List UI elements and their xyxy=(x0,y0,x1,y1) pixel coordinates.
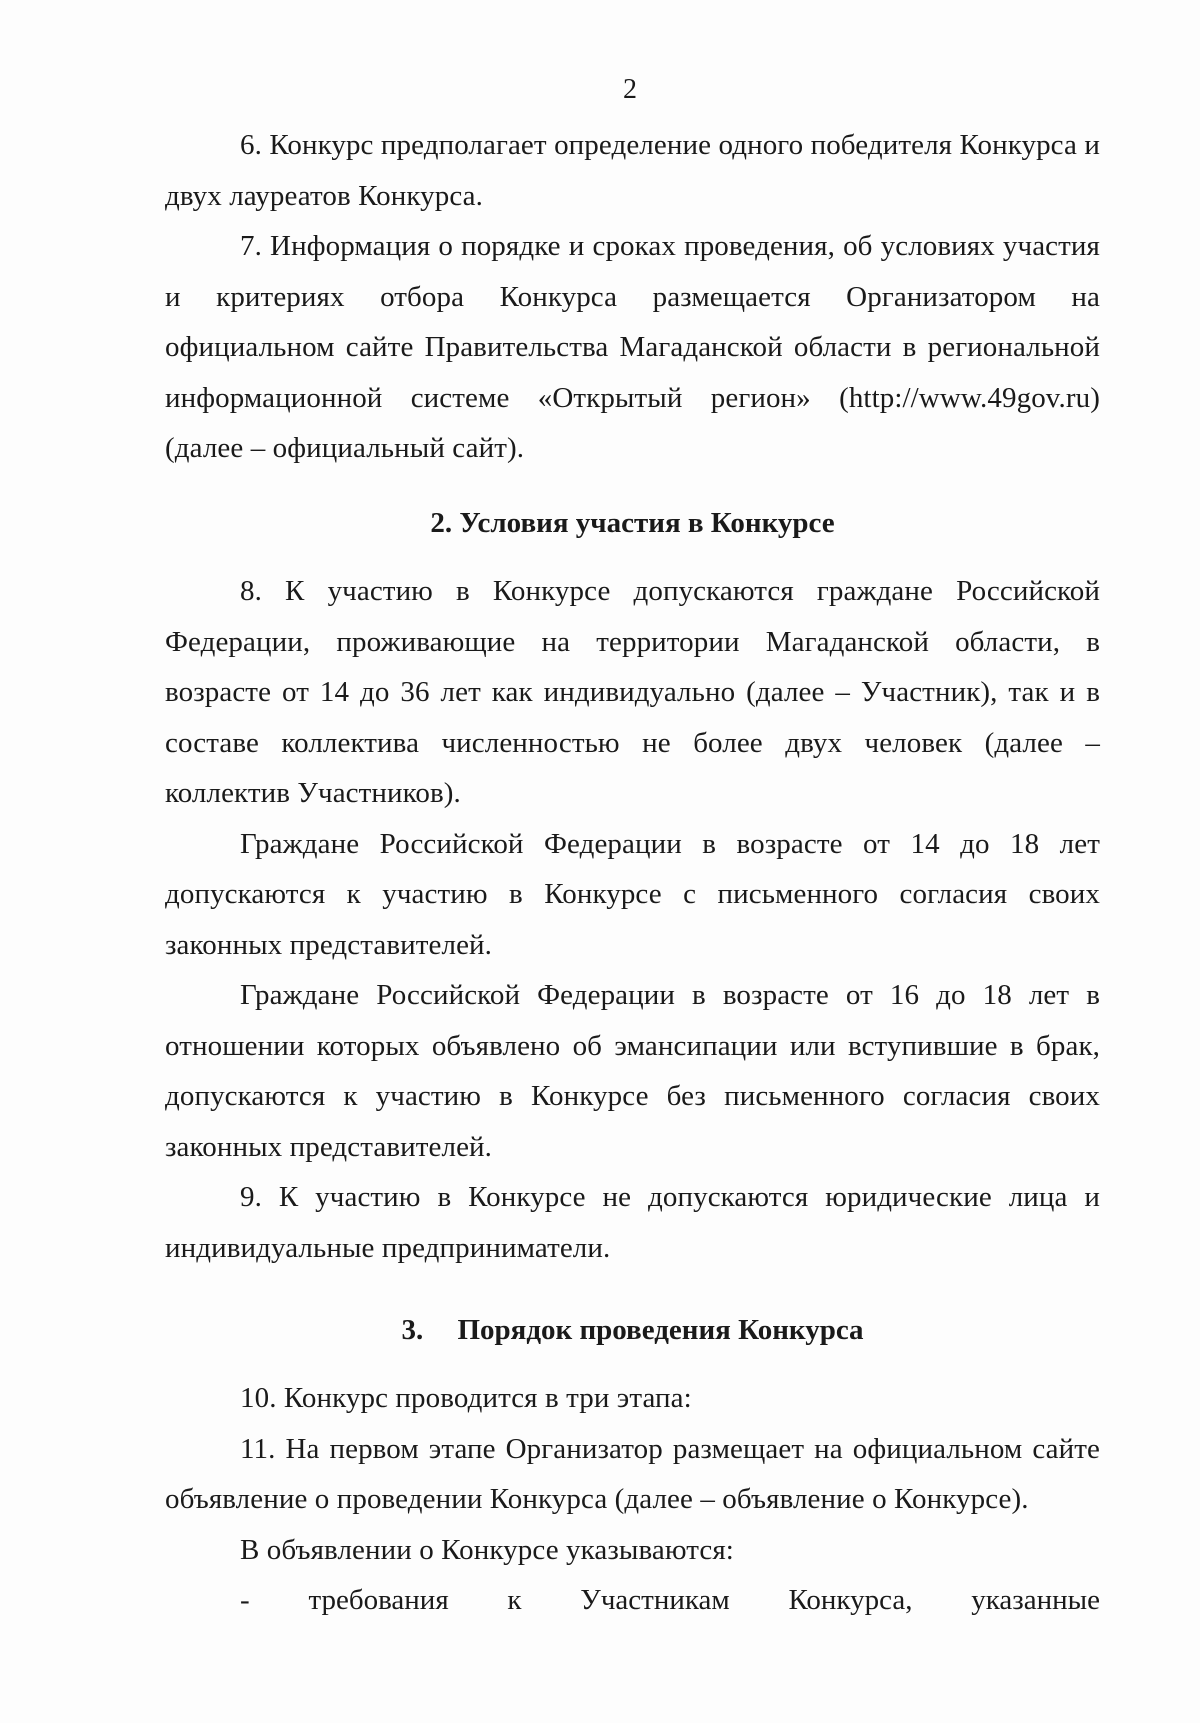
section-3-heading-block xyxy=(165,1305,1100,1356)
section-3-heading xyxy=(165,1305,1100,1356)
paragraph-7: 7. Информация о порядке и сроках проведения, об условиях участия и критериях отбора Конкурса размещается Организатором на официальном сайте Правительства Магаданской области в региональной информационной системе «Открытый регион» (http://www.49gov.ru) (далее – официальный сайт). xyxy=(165,230,1100,464)
top-paragraphs xyxy=(165,120,1100,474)
list-item-requirements xyxy=(165,1575,1100,1626)
paragraph-8: 8. К участию в Конкурсе допускаются граждане Российской Федерации, проживающие на территории Магаданской области, в возрасте от 14 до 36 лет как индивидуально (далее – Участник), так и в составе коллектива численностью не более двух человек (далее –коллектив Участников). xyxy=(165,575,1100,809)
paragraph-10: 10. Конкурс проводится в три этапа: xyxy=(240,1382,692,1414)
section-3-number: 3. xyxy=(401,1314,424,1346)
paragraph-8-minors: Граждане Российской Федерации в возрасте от 14 до 18 лет допускаются к участию в Конкурсе с письменного согласия своих законных представителей. xyxy=(165,827,1100,961)
section-2-heading-block xyxy=(165,498,1100,549)
paragraph-11: 11. На первом этапе Организатор размещает на официальном сайте объявление о проведении Конкурса (далее – объявление о Конкурсе). xyxy=(165,1432,1100,1515)
list-word: Участникам xyxy=(580,1584,730,1616)
page-number: 2 xyxy=(623,74,637,105)
list-word: указанные xyxy=(971,1584,1100,1616)
paragraph-8-emancipated: Граждане Российской Федерации в возрасте от 16 до 18 лет в отношении которых объявлено об эмансипации или вступившие в брак, допускаются к участию в Конкурсе без письменного согласия своих законных представителей. xyxy=(165,979,1100,1163)
list-word: требования xyxy=(308,1584,449,1616)
section-2-body xyxy=(165,566,1100,1273)
section-3-body xyxy=(165,1373,1100,1626)
list-dash: - xyxy=(240,1584,250,1616)
section-3-title: Порядок проведения Конкурса xyxy=(457,1314,864,1346)
section-2-heading: 2. Условия участия в Конкурсе xyxy=(430,507,835,539)
list-word: Конкурса, xyxy=(788,1584,913,1616)
paragraph-6: 6. Конкурс предполагает определение одного победителя Конкурса и двух лауреатов Конкурса. xyxy=(165,129,1100,212)
paragraph-9: 9. К участию в Конкурсе не допускаются юридические лица и индивидуальные предприниматели. xyxy=(165,1181,1100,1264)
paragraph-announcement: В объявлении о Конкурсе указываются: xyxy=(240,1533,734,1566)
list-word: к xyxy=(507,1584,522,1616)
